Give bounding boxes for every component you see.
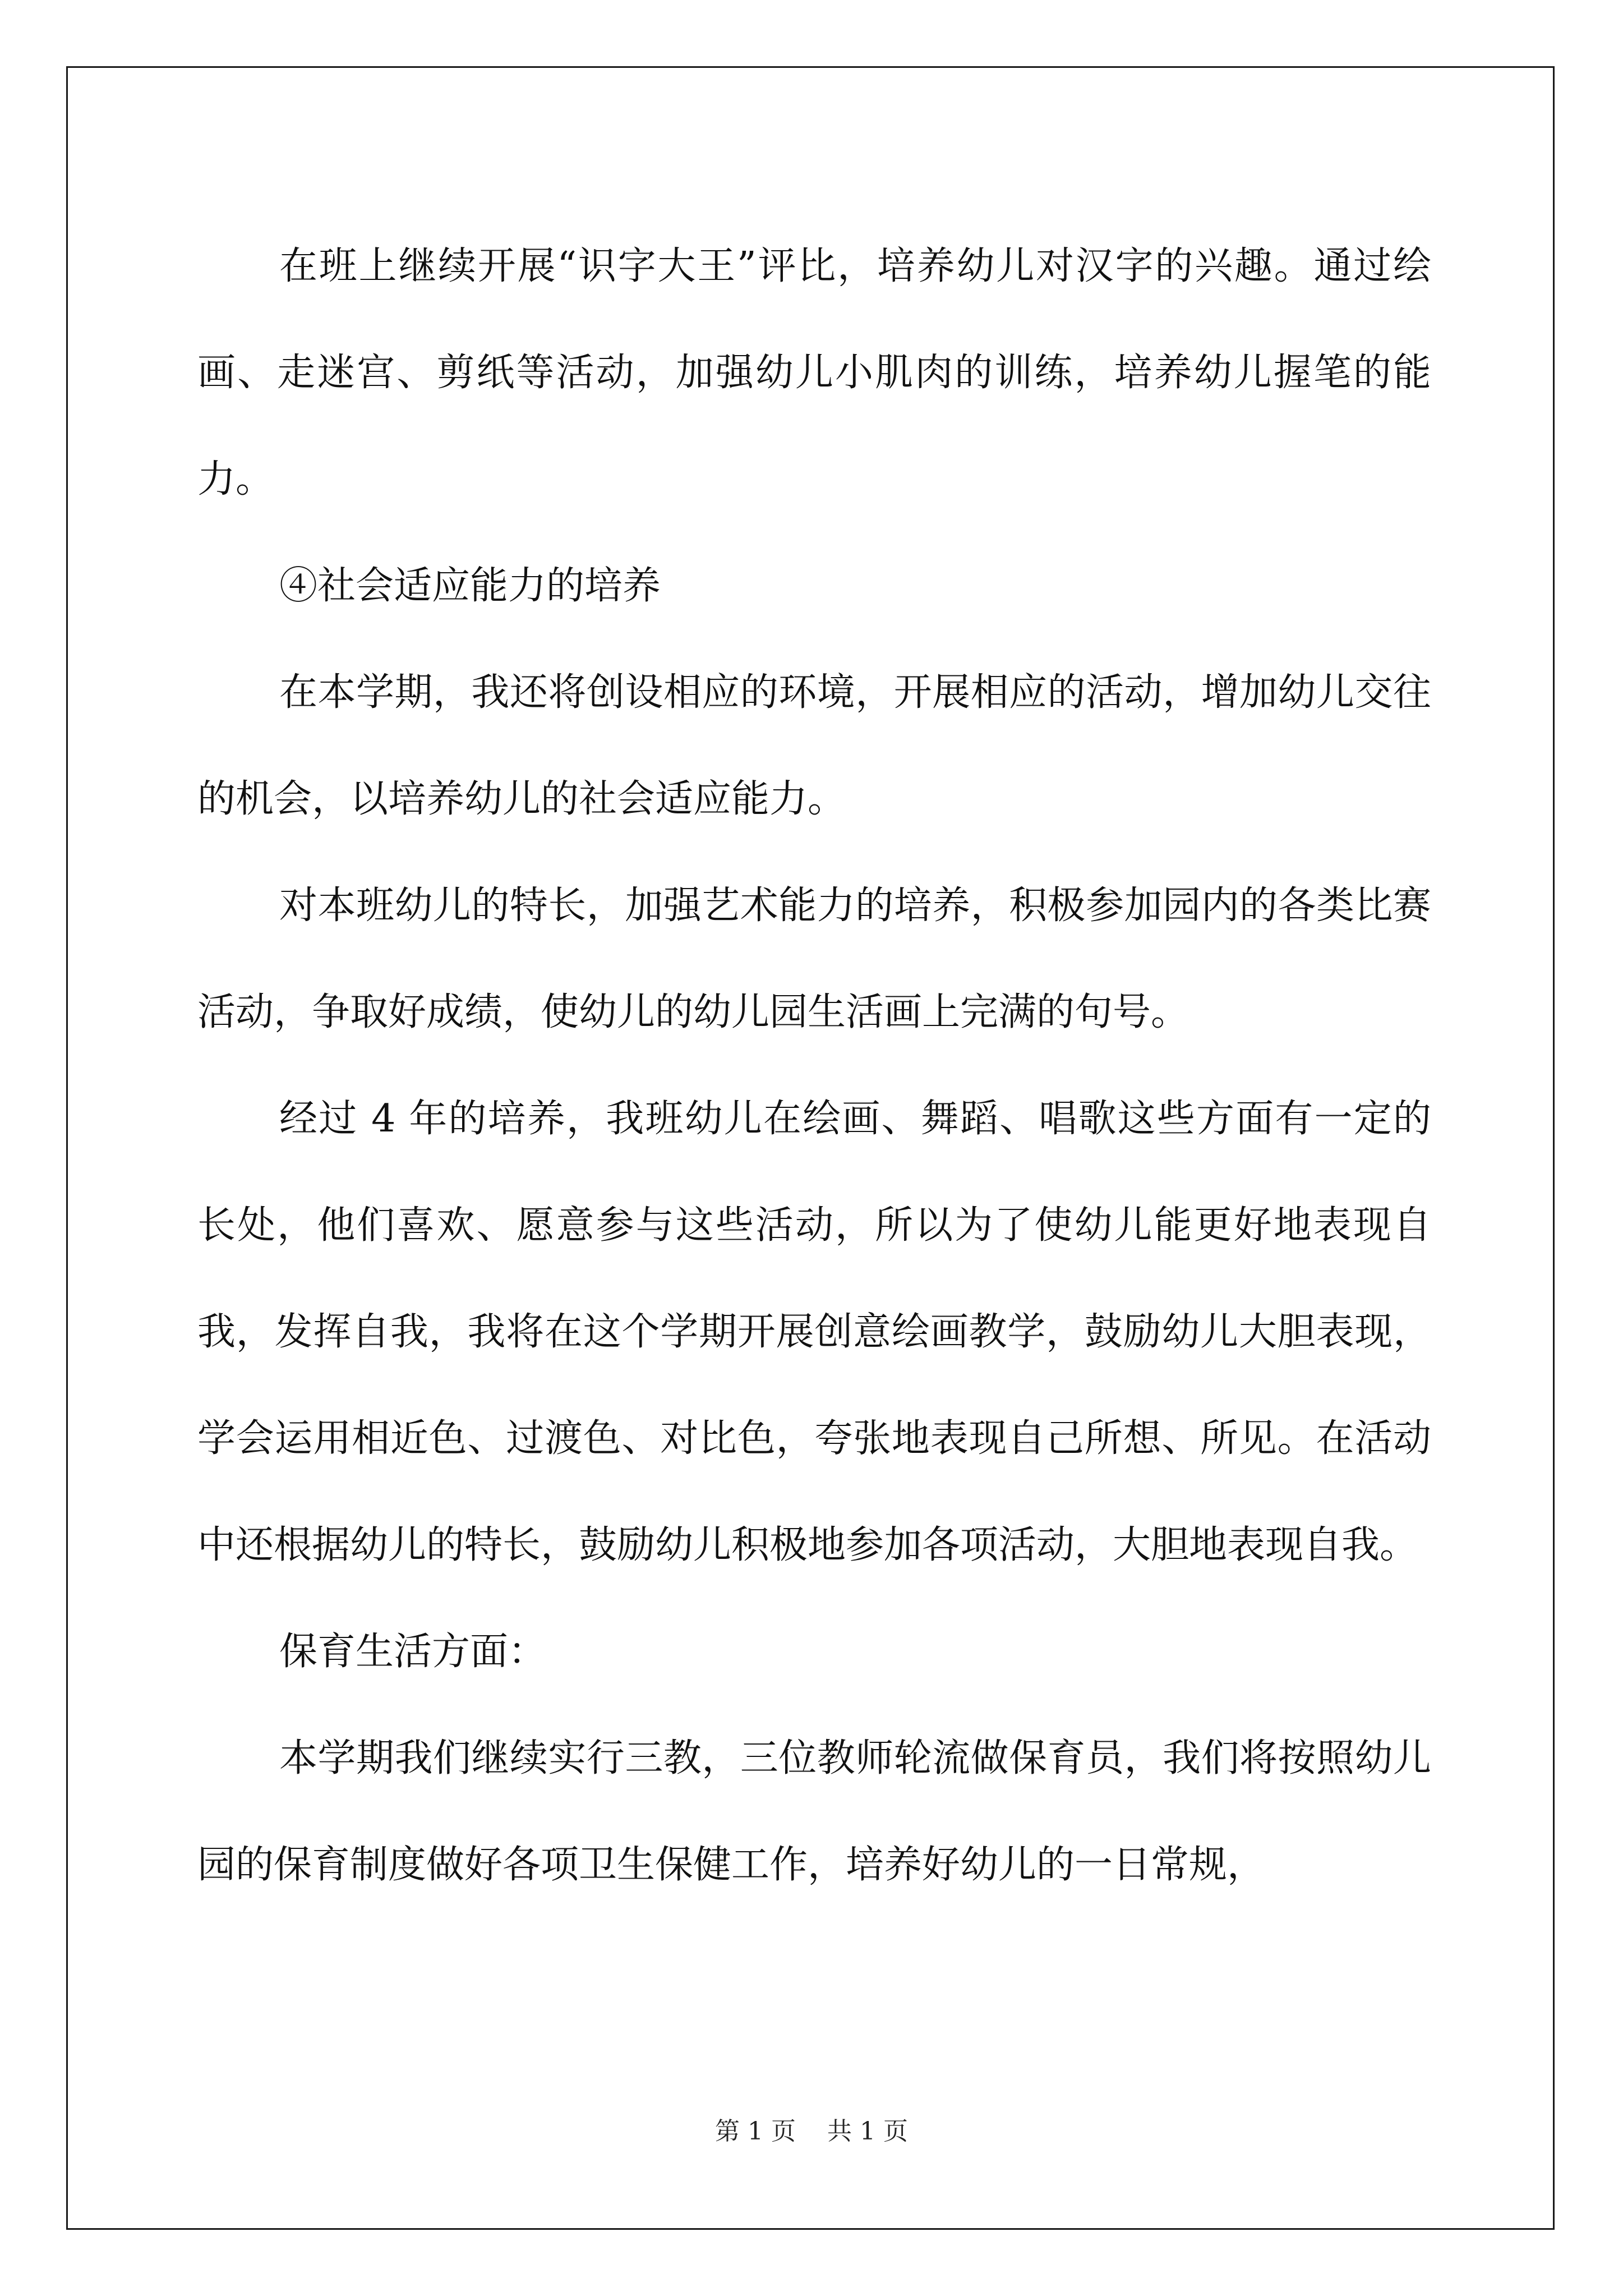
document-body [197, 213, 1431, 1918]
section-heading-care: 保育生活方面： [279, 1630, 547, 1674]
paragraph-arts: 对本班幼儿的特长，加强艺术能力的培养，积极参加园内的各类比赛活动，争取好成绩，使幼儿的幼儿园生活画上完满的句号。 [197, 884, 1431, 1034]
paragraph-environment: 在本学期，我还将创设相应的环境，开展相应的活动，增加幼儿交往的机会，以培养幼儿的社会适应能力。 [197, 670, 1431, 821]
paragraph-literacy: 在班上继续开展“识字大王”评比，培养幼儿对汉字的兴趣。通过绘画、走迷宫、剪纸等活动，加强幼儿小肌肉的训练，培养幼儿握笔的能力。 [197, 244, 1431, 501]
page-footer [0, 2115, 1623, 2148]
section-heading-social-adaptation: ④社会适应能力的培养 [279, 564, 661, 608]
page-total: 共 1 页 [827, 2117, 908, 2146]
page-number: 第 1 页 [715, 2117, 796, 2146]
paragraph-creative-drawing: 经过 4 年的培养，我班幼儿在绘画、舞蹈、唱歌这些方面有一定的长处，他们喜欢、愿意参与这些活动，所以为了使幼儿能更好地表现自我，发挥自我，我将在这个学期开展创意绘画教学，鼓励幼儿大胆表现，学会运用相近色、过渡色、对比色，夸张地表现自己所想、所见。在活动中还根据幼儿的特长，鼓励幼儿积极地参加各项活动，大胆地表现自我。 [197, 1097, 1431, 1567]
paragraph-care-routine: 本学期我们继续实行三教，三位教师轮流做保育员，我们将按照幼儿园的保育制度做好各项卫生保健工作，培养好幼儿的一日常规， [197, 1736, 1431, 1887]
